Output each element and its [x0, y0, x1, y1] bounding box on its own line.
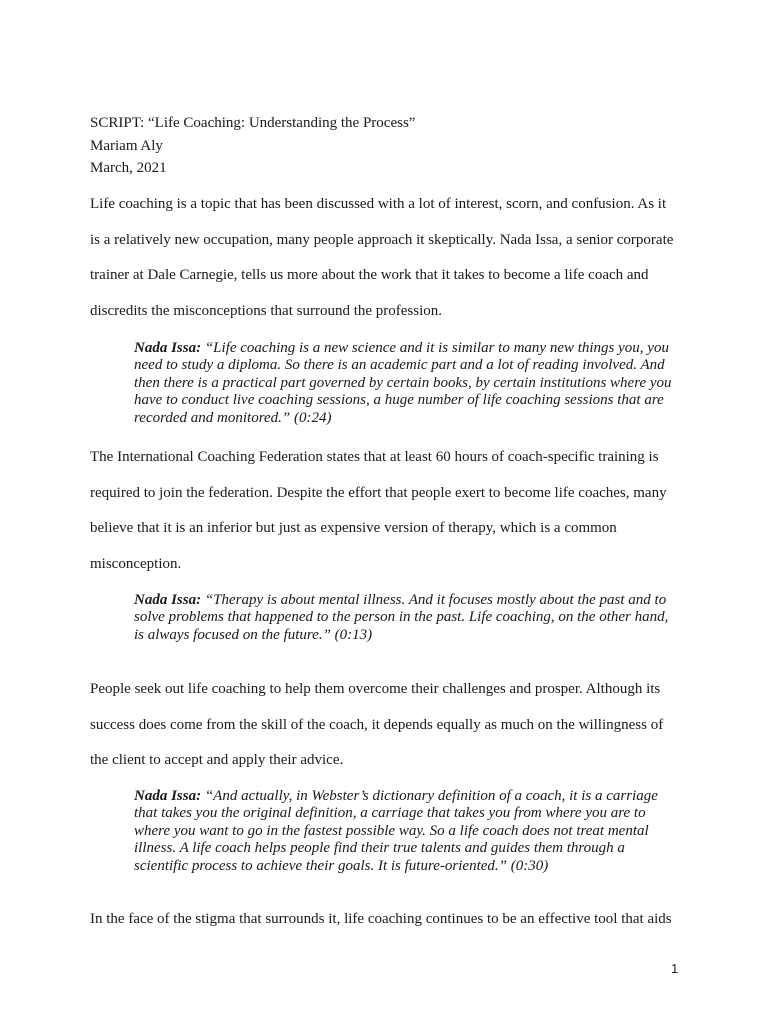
quote-block-1	[134, 340, 694, 427]
quote-line: solve problems that happened to the person in the past. Life coaching, on the other hand,	[134, 609, 669, 626]
quote-speaker: Nada Issa:	[134, 340, 202, 356]
quote-line: is always focused on the future.” (0:13)	[134, 626, 373, 643]
document-date: March, 2021	[90, 160, 167, 176]
paragraph-conclusion	[90, 902, 690, 938]
quote-line: recorded and monitored.” (0:24)	[134, 409, 332, 426]
document-header	[90, 112, 415, 180]
quote-line: that takes you the original definition, a carriage that takes you from where you are to	[134, 805, 646, 822]
paragraph-success	[90, 672, 690, 779]
quote-block-3	[134, 788, 694, 875]
quote-line: need to study a diploma. So there is an academic part and a lot of reading involved. And	[134, 357, 665, 374]
paragraph-line: is a relatively new occupation, many people approach it skeptically. Nada Issa, a senior corporate	[90, 231, 674, 248]
paragraph-line: In the face of the stigma that surrounds it, life coaching continues to be an effective tool that aids	[90, 911, 672, 927]
script-title: SCRIPT: “Life Coaching: Understanding the Process”	[90, 115, 416, 131]
page-number: 1	[671, 961, 679, 976]
paragraph-line: believe that it is an inferior but just as expensive version of therapy, which is a common	[90, 520, 617, 536]
author-name: Mariam Aly	[90, 137, 163, 154]
paragraph-intro	[90, 187, 690, 329]
paragraph-line: the client to accept and apply their advice.	[90, 752, 344, 768]
quote-line: then there is a practical part governed by certain books, by certain institutions where you	[134, 374, 672, 391]
paragraph-line: discredits the misconceptions that surround the profession.	[90, 302, 443, 319]
paragraph-line: success does come from the skill of the coach, it depends equally as much on the willingness of	[90, 716, 664, 733]
quote-speaker: Nada Issa:	[134, 592, 202, 608]
paragraph-federation	[90, 440, 690, 582]
quote-block-2	[134, 592, 694, 644]
quote-line: where you want to go in the fastest possible way. So a life coach does not treat mental	[134, 822, 649, 839]
quote-speaker: Nada Issa:	[134, 788, 202, 804]
quote-line: “Life coaching is a new science and it is similar to many new things you, you	[201, 340, 669, 356]
paragraph-line: People seek out life coaching to help them overcome their challenges and prosper. Although its	[90, 681, 661, 697]
paragraph-line: required to join the federation. Despite the effort that people exert to become life coaches, many	[90, 484, 667, 501]
paragraph-line: misconception.	[90, 555, 182, 572]
quote-line: scientific process to achieve their goals. It is future-oriented.” (0:30)	[134, 857, 549, 874]
quote-line: have to conduct live coaching sessions, a huge number of life coaching sessions that are	[134, 392, 664, 409]
quote-line: illness. A life coach helps people find their true talents and guides them through a	[134, 840, 625, 857]
paragraph-line: trainer at Dale Carnegie, tells us more about the work that it takes to become a life coach and	[90, 267, 649, 283]
quote-line: “And actually, in Webster’s dictionary definition of a coach, it is a carriage	[201, 788, 658, 804]
paragraph-line: Life coaching is a topic that has been discussed with a lot of interest, scorn, and confusion. As it	[90, 196, 667, 212]
paragraph-line: The International Coaching Federation states that at least 60 hours of coach-specific training is	[90, 449, 659, 465]
quote-line: “Therapy is about mental illness. And it focuses mostly about the past and to	[201, 592, 667, 608]
